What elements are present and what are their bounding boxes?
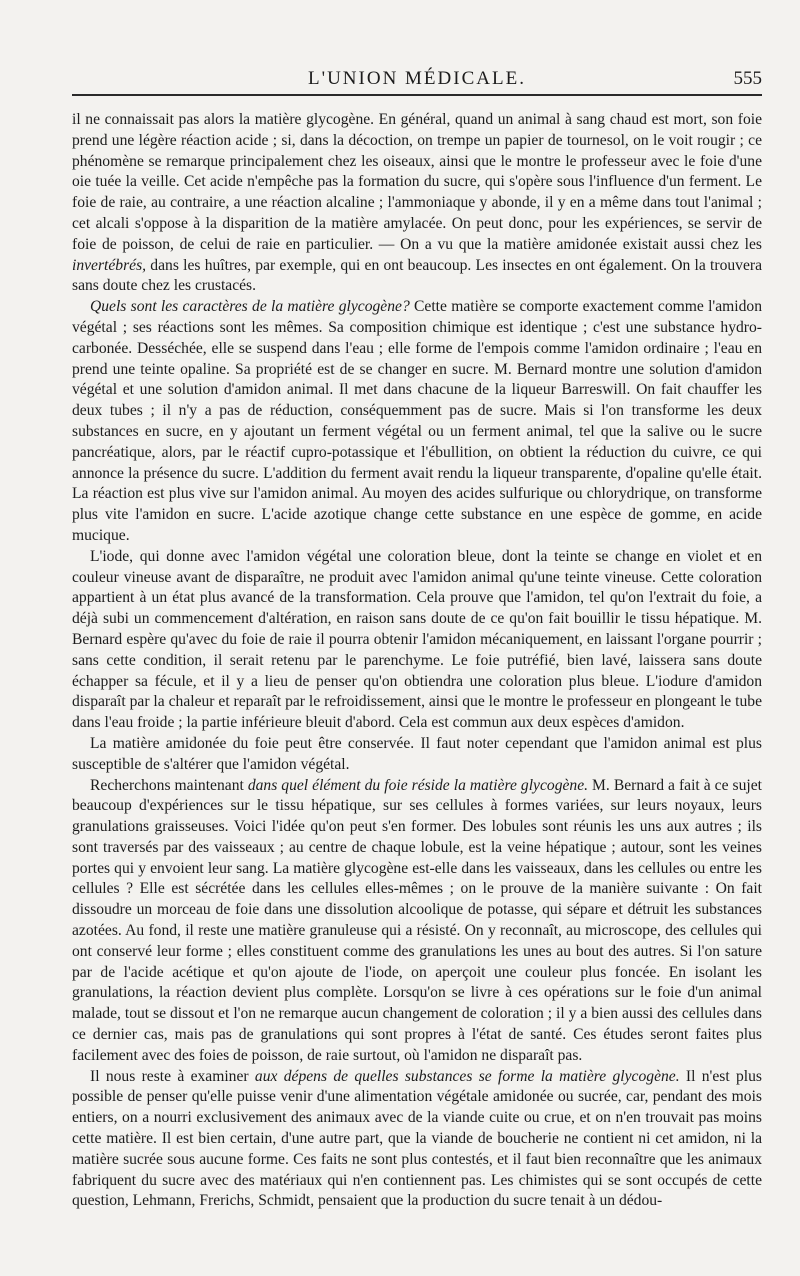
journal-title: L'UNION MÉDICALE. (308, 68, 526, 89)
italic-text-run: Quels sont les caractères de la matière glycogène? (90, 298, 410, 316)
text-run: Recherchons maintenant (90, 776, 248, 794)
paragraph (72, 297, 762, 547)
text-run: Cette matière se comporte exactement comme l'amidon végétal ; ses réactions sont les mêmes. Sa composition chimique est identique ; c'est une substance hydro-carbonée. Desséchée, elle se suspend dans l'eau ; elle forme de l'empois comme l'amidon ordinaire ; l'eau en prend une teinte opaline. Sa propriété est de se changer en sucre. M. Bernard montre une solution d'amidon végétal et une solution d'amidon animal. Il met dans chacune de la liqueur Barreswill. On fait chauffer les deux tubes ; il n'y a pas de réduction, conséquemment pas de sucre. Mais si l'on transforme les deux substances en sucre, en y ajoutant un ferment végétal ou un ferment animal, tel que la salive ou le sucre pancréatique, alors, par le réactif cupro-potassique et l'ébullition, on obtient la réduction du cuivre, ce qui annonce la présence du sucre. L'addition du ferment avait rendu la liqueur transparente, d'opaline qu'elle était. La réaction est plus vive sur l'amidon animal. Au moyen des acides sulfurique ou chlorydrique, on transforme plus vite l'amidon en sucre. L'acide azotique change cette substance en une espèce de gomme, en acide mucique. (72, 298, 762, 544)
text-run: Il nous reste à examiner (90, 1067, 255, 1085)
running-header (72, 66, 762, 96)
text-run: M. Bernard a fait à ce sujet beaucoup d'expériences sur le tissu hépatique, sur ses cellules à formes variées, sur leurs noyaux, leurs granulations graisseuses. Voici l'idée qu'on peut s'en former. Des lobules sont réunis les uns aux autres ; ils sont traversés par des vaisseaux ; au centre de chaque lobule, est la veine hépatique ; autour, sont les veines portes qui y envoient leur sang. La matière glycogène est-elle dans les vaisseaux, dans les cellules ou entre les cellules ? Elle est sécrétée dans les cellules elles-mêmes ; on le prouve de la manière suivante : On fait dissoudre un morceau de foie dans une dissolution alcoolique de potasse, qui sépare et détruit les substances azotées. Au fond, il reste une matière granuleuse qui a résisté. On y reconnaît, au microscope, des cellules qui ont conservé leur forme ; elles constituent comme des granulations les unes au bout des autres. Si l'on sature par de l'acide acétique et qu'on ajoute de l'iode, on aperçoit une couleur plus foncée. En isolant les granulations, la réaction devient plus complète. Lorsqu'on se livre à ces opérations sur le foie d'un animal malade, tout se dissout et l'on ne remarque aucun changement de coloration ; il y a bien aussi des cellules dans ce dernier cas, mais pas de granulations qui sont propres à l'état de santé. Ces études seront faites plus facilement avec des foies de poisson, de raie surtout, où l'amidon ne disparaît pas. (72, 776, 762, 1064)
paragraph (72, 547, 762, 734)
text-run: il ne connaissait pas alors la matière glycogène. En général, quand un animal à sang chaud est mort, son foie prend une légère réaction acide ; si, dans la décoction, on trempe un papier de tournesol, on le voit rougir ; ce phénomène se remarque principalement chez les oiseaux, ainsi que le montre le professeur avec le foie d'une oie tuée la veille. Cet acide n'empêche pas la formation du sucre, qui s'opère sous l'influence d'un ferment. Le foie de raie, au contraire, a une réaction alcaline ; l'ammoniaque y abonde, il y en a même dans tout l'animal ; cet alcali s'oppose à la disparition de la matière amylacée. On peut donc, pour les expériences, se servir de foie de poisson, de celui de raie en particulier. — On a vu que la matière amidonée existait aussi chez les (72, 111, 762, 253)
text-run: dans les huîtres, par exemple, qui en ont beaucoup. Les insectes en ont également. On la trouvera sans doute chez les crustacés. (72, 256, 762, 295)
paragraph (72, 776, 762, 1067)
paragraph (72, 1067, 762, 1213)
paragraph (72, 734, 762, 776)
text-run: La matière amidonée du foie peut être conservée. Il faut noter cependant que l'amidon animal est plus susceptible de s'altérer que l'amidon végétal. (72, 734, 762, 773)
italic-text-run: aux dépens de quelles substances se forme la matière glycogène. (254, 1067, 680, 1085)
italic-text-run: invertébrés, (72, 256, 147, 274)
text-run: Il n'est plus possible de penser qu'elle puisse venir d'une alimentation végétale amidonée ou sucrée, car, pendant des mois entiers, on a nourri exclusivement des animaux avec de la viande cuite ou crue, et on n'en trouvait pas moins cette matière. Il est bien certain, d'une autre part, que la viande de boucherie ne contient ni cet amidon, ni la matière sucrée sous aucune forme. Ces faits ne sont plus contestés, et il faut bien reconnaître que les animaux fabriquent du sucre avec des matériaux qui n'en contiennent pas. Les chimistes qui se sont occupés de cette question, Lehmann, Frerichs, Schmidt, pensaient que la production du sucre tenait à un dédou- (72, 1067, 762, 1210)
text-run: L'iode, qui donne avec l'amidon végétal une coloration bleue, dont la teinte se change en violet et en couleur vineuse avant de disparaître, ne produit avec l'amidon animal qu'une teinte vineuse. Cette coloration appartient à un état plus avancé de la transformation. Cela prouve que l'amidon, tel qu'on l'extrait du foie, a déjà subi un commencement d'altération, en raison sans doute de ce qu'on fait bouillir le tissu hépatique. M. Bernard espère qu'avec du foie de raie il pourra obtenir l'amidon mécaniquement, en laissant l'organe pourrir ; sans cette condition, il serait retenu par le parenchyme. Le foie putréfié, bien lavé, laissera sans doute échapper sa fécule, et il y a lieu de penser qu'on obtiendra une coloration plus bleue. L'iodure d'amidon disparaît par la chaleur et reparaît par le refroidissement, ainsi que le montre le professeur en plongeant le tube dans l'eau froide ; la partie inférieure bleuit d'abord. Cela est commun aux deux espèces d'amidon. (72, 547, 762, 732)
paragraph (72, 110, 762, 297)
article-body (72, 110, 762, 1212)
page-number: 555 (733, 68, 762, 89)
italic-text-run: dans quel élément du foie réside la matière glycogène. (247, 776, 589, 794)
